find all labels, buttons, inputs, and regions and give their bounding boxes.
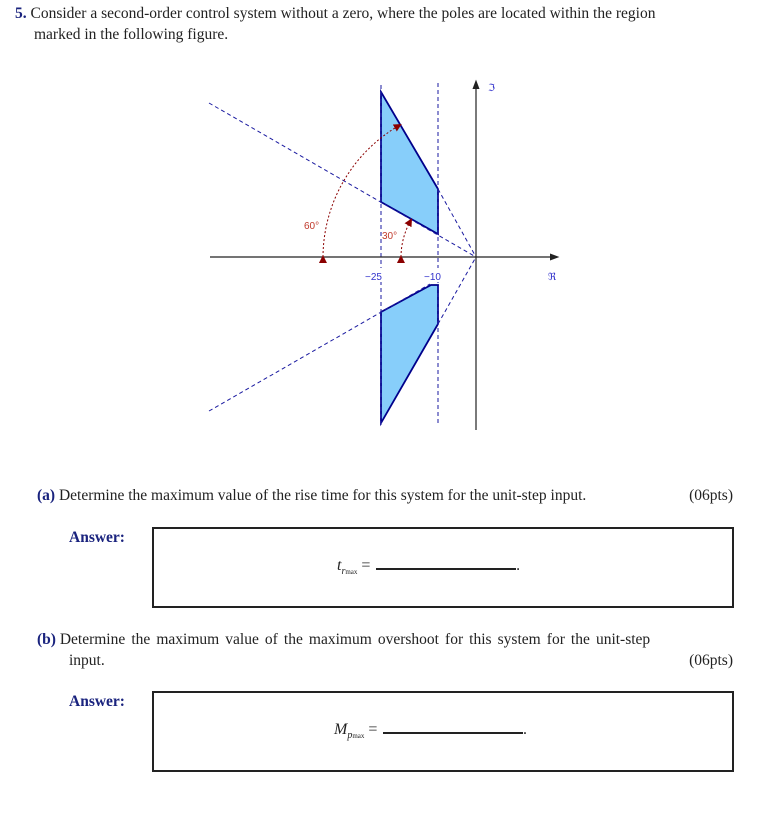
tick-label-minus25: −25	[365, 272, 382, 283]
part-a-answer-box[interactable]	[152, 527, 734, 608]
answer-blank[interactable]	[376, 568, 516, 570]
part-a-points: (06pts)	[689, 487, 733, 504]
question-line-2: marked in the following figure.	[34, 26, 229, 43]
part-b-text: Determine the maximum value of the maximum overshoot for this system for the unit-step	[59, 631, 651, 648]
equals: =	[361, 557, 371, 574]
part-a-question	[37, 487, 586, 505]
tick-label-minus10: −10	[424, 272, 441, 283]
symbol: t	[337, 557, 342, 574]
part-b-question	[37, 631, 650, 649]
upper-pole-region	[381, 92, 438, 234]
subsubscript: max	[345, 568, 358, 577]
part-a-label: (a)	[37, 487, 56, 504]
imag-axis-label: ℑ	[488, 83, 495, 94]
equals: =	[368, 721, 378, 738]
part-b-text-line2: input.	[69, 652, 105, 669]
lower-pole-region	[381, 285, 438, 423]
part-b-answer-label: Answer:	[69, 693, 125, 710]
overshoot-equation: $M_{pmax}$ = .	[334, 721, 528, 742]
real-axis-label: ℜ	[548, 272, 557, 283]
subscript: p	[347, 730, 353, 742]
question-text: Consider a second-order control system without a zero, where the poles are located within the region	[30, 5, 656, 22]
subscript: r	[341, 566, 346, 578]
angle-label-30: 30°	[382, 231, 398, 242]
rise-time-equation: $t_{rmax}$ = .	[337, 557, 521, 578]
part-b-answer-box[interactable]	[152, 691, 734, 772]
angle-label-60: 60°	[304, 221, 320, 232]
answer-blank[interactable]	[383, 732, 523, 734]
damping-line-upper	[209, 103, 476, 257]
question-number: 5.	[15, 5, 27, 22]
part-a-text: Determine the maximum value of the rise time for this system for the unit-step input.	[58, 487, 587, 504]
angle-arc-30	[401, 220, 411, 257]
upper-60-line	[438, 189, 476, 257]
part-b-label: (b)	[37, 631, 56, 648]
part-a-answer-label: Answer:	[69, 529, 125, 546]
lower-60-line	[438, 257, 476, 324]
subsubscript: max	[352, 732, 365, 741]
symbol: M	[334, 721, 348, 738]
part-b-points: (06pts)	[689, 652, 733, 669]
